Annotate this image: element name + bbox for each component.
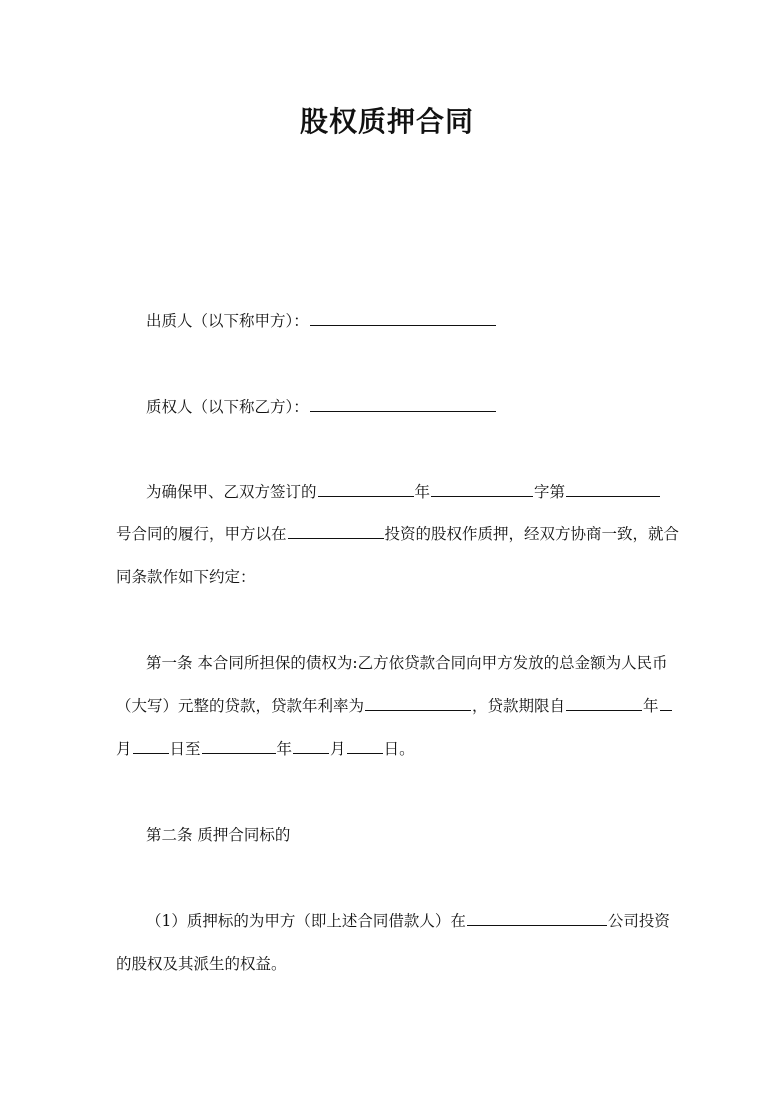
preamble-text: 号合同的履行，甲方以在 [116,525,287,543]
pledgee-label: 质权人（以下称乙方）： [146,398,309,416]
article2-text: （1）质押标的为甲方（即上述合同借款人）在 [146,912,466,930]
pledgee-blank[interactable] [310,410,496,412]
contract-word-blank[interactable] [431,495,533,497]
preamble-text: 字第 [534,483,566,501]
article2-heading: 第二条 质押合同标的 [146,826,291,844]
pledgee-line [146,397,497,417]
article1-text: 年 [276,740,293,758]
start-day-blank[interactable] [133,752,169,754]
preamble-text: 年 [414,483,431,501]
article1-text: 月 [330,740,346,758]
end-year-blank[interactable] [202,752,276,754]
contract-number-blank[interactable] [566,495,660,497]
start-month-blank-part[interactable] [660,709,672,711]
article1-line-3 [116,739,415,759]
interest-rate-blank[interactable] [365,709,471,711]
end-month-blank[interactable] [293,752,329,754]
pledgor-line [146,311,497,331]
article2-item1-line-2: 的股权及其派生的权益。 [116,955,287,973]
preamble-line-3: 同条款作如下约定： [116,568,256,586]
article2-text: 公司投资 [607,912,670,930]
pledgor-blank[interactable] [310,324,496,326]
preamble-line-2 [116,524,679,544]
article1-line-2 [116,696,673,716]
article2-item1-line-1 [146,911,670,931]
pledged-company-blank[interactable] [467,924,607,926]
preamble-text: 为确保甲、乙双方签订的 [146,483,317,501]
article1-text: 日。 [383,740,415,758]
start-year-blank[interactable] [566,709,642,711]
preamble-text: 投资的股权作质押，经双方协商一致，就合 [384,525,680,543]
contract-year-blank[interactable] [318,495,414,497]
preamble-line-1 [146,482,661,502]
article1-text: 日至 [169,740,201,758]
article1-text: 月 [116,740,132,758]
end-day-blank[interactable] [347,752,383,754]
document-title: 股权质押合同 [299,105,474,138]
article1-line-1: 第一条 本合同所担保的债权为:乙方依贷款合同向甲方发放的总金额为人民币 [146,654,668,672]
article1-text: ，贷款期限自 [472,697,566,715]
article1-text: （大写）元整的贷款，贷款年利率为 [116,697,365,715]
pledgor-label: 出质人（以下称甲方）： [146,312,309,330]
article1-text: 年 [643,697,659,715]
invested-company-blank[interactable] [288,537,384,539]
